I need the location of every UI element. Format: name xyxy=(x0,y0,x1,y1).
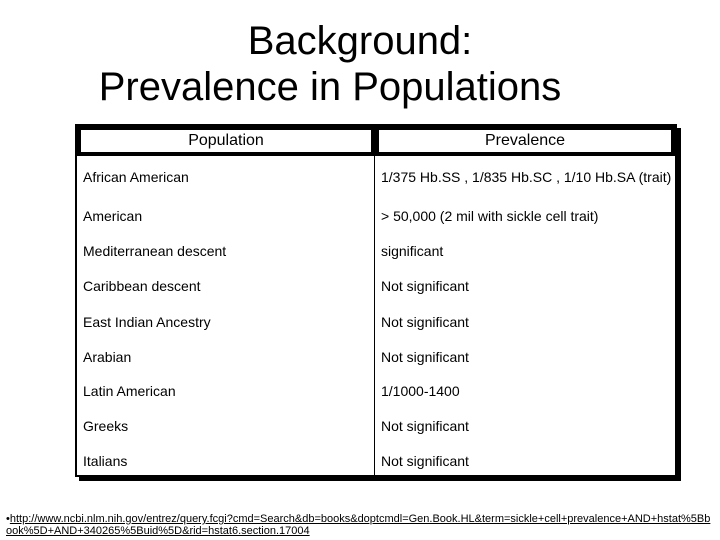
prevalence-column-header: Prevalence xyxy=(375,126,675,156)
table-row xyxy=(77,340,675,374)
population-cell: American xyxy=(77,198,375,234)
table-row xyxy=(77,408,675,444)
title-line-1: Background: xyxy=(247,19,473,63)
table-row xyxy=(77,444,675,477)
prevalence-cell: significant xyxy=(381,243,444,259)
table-row xyxy=(77,156,675,198)
population-cell: Mediterranean descent xyxy=(77,234,375,268)
table-row xyxy=(77,234,675,268)
prevalence-table xyxy=(75,124,677,477)
population-column-header: Population xyxy=(77,126,375,156)
population-cell: African American xyxy=(77,156,375,198)
title-line-2: Prevalence in Populations xyxy=(98,65,562,109)
prevalence-cell: Not significant xyxy=(381,278,469,294)
prevalence-cell: Not significant xyxy=(381,349,469,365)
prevalence-cell: > 50,000 (2 mil with sickle cell trait) xyxy=(381,208,599,224)
table-row xyxy=(77,268,675,304)
population-cell: Arabian xyxy=(77,340,375,374)
table-row xyxy=(77,304,675,340)
table-row xyxy=(77,198,675,234)
prevalence-cell: Not significant xyxy=(381,418,469,434)
population-cell: East Indian Ancestry xyxy=(77,304,375,340)
source-footnote xyxy=(6,513,716,537)
population-cell: Greeks xyxy=(77,408,375,444)
population-cell: Caribbean descent xyxy=(77,268,375,304)
prevalence-cell: 1/375 Hb.SS , 1/835 Hb.SC , 1/10 Hb.SA (trait) xyxy=(381,169,672,185)
footnote-bullet: • xyxy=(6,513,10,525)
table-body xyxy=(77,156,675,477)
prevalence-cell: Not significant xyxy=(381,452,469,469)
prevalence-cell: Not significant xyxy=(381,314,469,330)
population-cell: Italians xyxy=(77,444,375,477)
source-link[interactable]: http://www.ncbi.nlm.nih.gov/entrez/query.fcgi?cmd=Search&db=books&doptcmdl=Gen.Book.HL&term=sickle+cell+prevalence+AND+hstat%5Bbook%5D+AND+340265%5Buid%5D&rid=hstat6.section.17004 xyxy=(6,513,711,537)
slide-title xyxy=(60,18,660,110)
table-row xyxy=(77,374,675,408)
population-cell: Latin American xyxy=(77,374,375,408)
table-header-row xyxy=(77,126,675,156)
prevalence-cell: 1/1000-1400 xyxy=(381,383,460,399)
